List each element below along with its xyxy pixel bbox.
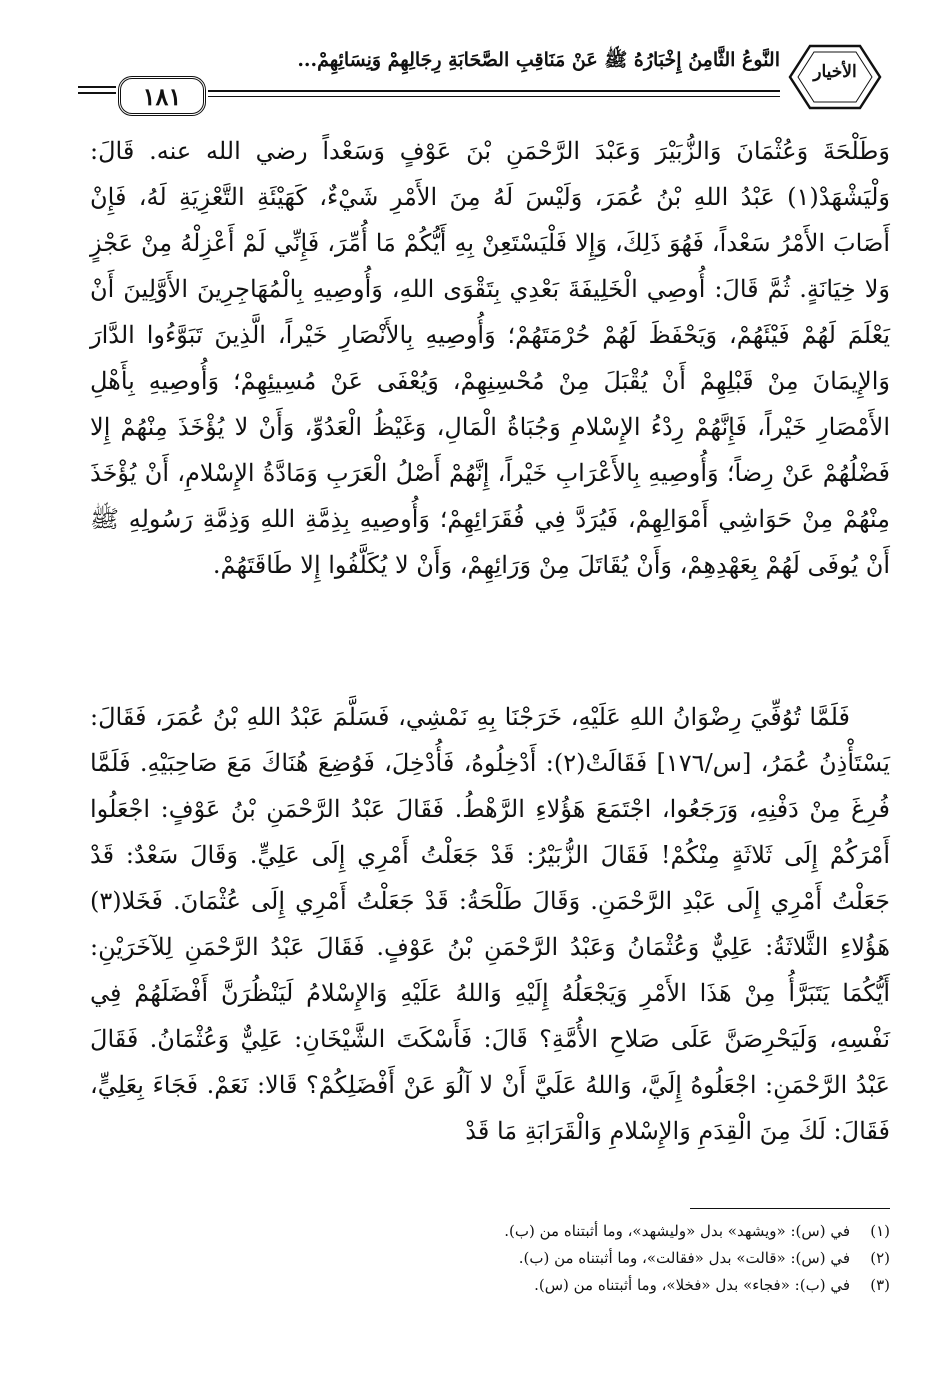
footnote-separator xyxy=(690,1208,890,1209)
footnote-item xyxy=(90,1272,890,1299)
page-number-box xyxy=(118,76,206,116)
footnote-text: في (ب): «فجاء» بدل «فخلا»، وما أثبتناه من (س). xyxy=(534,1276,850,1294)
header-rule xyxy=(208,90,780,92)
header-rule-thin xyxy=(208,96,780,97)
paragraph-1: وَطَلْحَةَ وَعُثْمَانَ وَالزُّبَيْرَ وَعَبْدَ الرَّحْمَنِ بْنَ عَوْفٍ وَسَعْداً رضي الله عنه. قَالَ: وَلْيَشْهَدْ(١) عَبْدُ اللهِ بْنُ عُمَرَ، وَلَيْسَ لَهُ مِنَ الأَمْرِ شَيْءٌ، كَهَيْئَةِ التَّعْزِيَةِ لَهُ، فَإِنْ أَصَابَ الأَمْرُ سَعْداً، فَهُوَ ذَلِكَ، وَإِلا فَلْيَسْتَعِنْ بِهِ أَيُّكُمْ مَا أُمِّرَ، فَإِنِّي لَمْ أَعْزِلْهُ مِنْ عَجْزٍ وَلا خِيَانَةٍ. ثُمَّ قَالَ: أُوصِي الْخَلِيفَةَ بَعْدِي بِتَقْوَى اللهِ، وَأُوصِيهِ بِالْمُهَاجِرِينَ الأَوَّلِينَ أَنْ يَعْلَمَ لَهُمْ فَيْئَهُمْ، وَيَحْفَظَ لَهُمْ حُرْمَتَهُمْ؛ وَأُوصِيهِ بِالأَنْصَارِ خَيْراً، الَّذِينَ تَبَوَّءُوا الدَّارَ وَالإِيمَانَ مِنْ قَبْلِهِمْ أَنْ يُقْبَلَ مِنْ مُحْسِنِهِمْ، وَيُعْفَى عَنْ مُسِيئِهِمْ؛ وَأُوصِيهِ بِأَهْلِ الأَمْصَارِ خَيْراً، فَإِنَّهُمْ رِدْءُ الإِسْلامِ وَجُبَاةُ الْمَالِ، وَغَيْظُ الْعَدُوِّ، وَأَنْ لا يُؤْخَذَ مِنْهُمْ إِلا فَضْلُهُمْ عَنْ رِضاً؛ وَأُوصِيهِ بِالأَعْرَابِ خَيْراً، إِنَّهُمْ أَصْلُ الْعَرَبِ وَمَادَّةُ الإِسْلامِ، أَنْ يُؤْخَذَ مِنْهُمْ مِنْ حَوَاشِي أَمْوَالِهِمْ، فَيُرَدَّ فِي فُقَرَائِهِمْ؛ وَأُوصِيهِ بِذِمَّةِ اللهِ وَذِمَّةِ رَسُولِهِ ﷺ أَنْ يُوفَى لَهُمْ بِعَهْدِهِمْ، وَأَنْ يُقَاتَلَ مِنْ وَرَائِهِمْ، وَأَنْ لا يُكَلَّفُوا إِلا طَاقَتَهُمْ. xyxy=(90,137,890,579)
footnote-item xyxy=(90,1245,890,1272)
footnote-text: في (س): «قالت» بدل «فقالت»، وما أثبتناه من (ب). xyxy=(518,1249,850,1267)
page-header xyxy=(78,40,890,120)
running-title: النَّوعُ الثَّامِنُ إِخْبَارُهُ ﷺ عَنْ مَنَاقِبِ الصَّحَابَةِ رِجَالِهِمْ وَنِسَائِهِمْ... xyxy=(297,49,780,71)
book-emblem xyxy=(780,40,890,114)
footnote-number: (٣) xyxy=(870,1276,890,1294)
header-decor-lines xyxy=(78,86,116,98)
paragraph-2: فَلَمَّا تُوُفِّيَ رِضْوَانُ اللهِ عَلَيْهِ، خَرَجْنَا بِهِ نَمْشِي، فَسَلَّمَ عَبْدُ اللهِ بْنُ عُمَرَ، فَقَالَ: يَسْتَأْذِنُ عُمَرُ، [س/١٧٦] فَقَالَتْ(٢): أَدْخِلُوهُ، فَأُدْخِلَ، فَوُضِعَ هُنَاكَ مَعَ صَاحِبَيْهِ. فَلَمَّا فُرِغَ مِنْ دَفْنِهِ، وَرَجَعُوا، اجْتَمَعَ هَؤُلاءِ الرَّهْطُ. فَقَالَ عَبْدُ الرَّحْمَنِ بْنُ عَوْفٍ: اجْعَلُوا أَمْرَكُمْ إِلَى ثَلاثَةٍ مِنْكُمْ! فَقَالَ الزُّبَيْرُ: قَدْ جَعَلْتُ أَمْرِي إِلَى عَلِيٍّ. وَقَالَ سَعْدٌ: قَدْ جَعَلْتُ أَمْرِي إِلَى عَبْدِ الرَّحْمَنِ. وَقَالَ طَلْحَةُ: قَدْ جَعَلْتُ أَمْرِي إِلَى عُثْمَانَ. فَخَلا(٣) هَؤُلاءِ الثَّلاثَةُ: عَلِيٌّ وَعُثْمَانُ وَعَبْدُ الرَّحْمَنِ بْنُ عَوْفٍ. فَقَالَ عَبْدُ الرَّحْمَنِ لِلآخَرَيْنِ: أَيُّكُمَا يَتَبَرَّأُ مِنْ هَذَا الأَمْرِ وَيَجْعَلُهُ إِلَيْهِ وَاللهُ عَلَيْهِ وَالإِسْلامُ لَيَنْظُرَنَّ أَفْضَلَهُمْ فِي نَفْسِهِ، وَلَيَحْرِصَنَّ عَلَى صَلاحِ الأُمَّةِ؟ قَالَ: فَأَسْكَتَ الشَّيْخَانِ: عَلِيٌّ وَعُثْمَانُ. فَقَالَ عَبْدُ الرَّحْمَنِ: اجْعَلُوهُ إِلَيَّ، وَاللهُ عَلَيَّ أَنْ لا آلُوَ عَنْ أَفْضَلِكُمْ؟ قَالا: نَعَمْ. فَجَاءَ بِعَلِيٍّ، فَقَالَ: لَكَ مِنَ الْقِدَمِ وَالإِسْلامِ وَالْقَرَابَةِ مَا قَدْ xyxy=(90,703,890,1145)
footnote-item xyxy=(90,1218,890,1245)
page-number: ١٨١ xyxy=(142,81,182,111)
footnotes xyxy=(90,1218,890,1299)
footnote-text: في (س): «ويشهد» بدل «وليشهد»، وما أثبتناه من (ب). xyxy=(504,1222,850,1240)
footnote-number: (١) xyxy=(870,1222,890,1240)
emblem-label: الأخيار xyxy=(813,62,857,82)
footnote-number: (٢) xyxy=(870,1249,890,1267)
